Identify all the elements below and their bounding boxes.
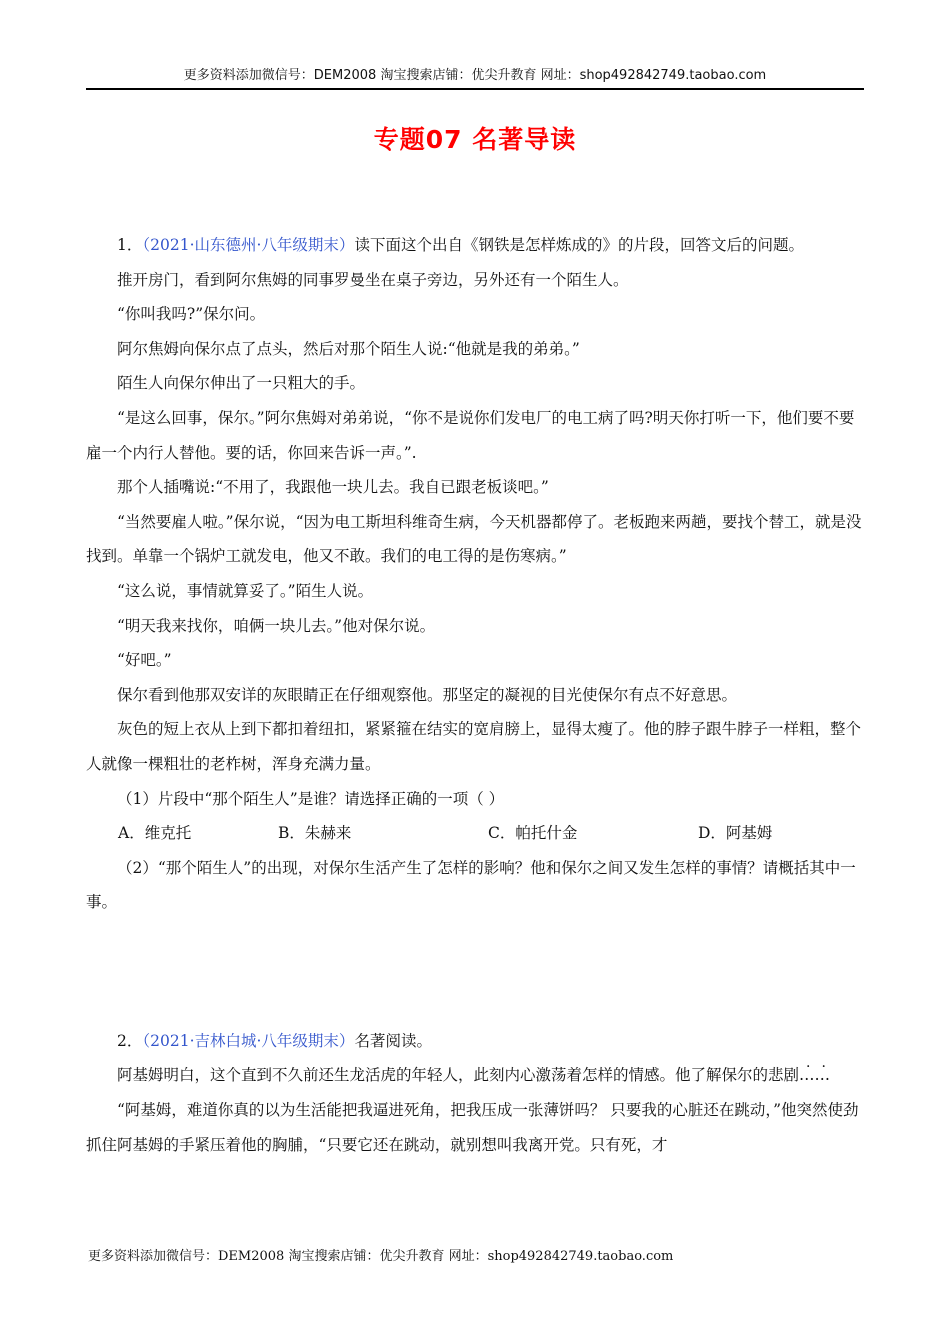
sub-question-1: （1）片段中“那个陌生人”是谁？请选择正确的一项（ ） [117,789,505,808]
passage-paragraph: “你叫我吗?”保尔问。 [117,305,266,324]
passage-paragraph: 保尔看到他那双安详的灰眼睛正在仔细观察他。那坚定的凝视的目光使保尔有点不好意思。 [117,685,738,704]
answer-space [86,920,866,1024]
answer-options [86,816,866,851]
passage-text: …… [799,1066,831,1085]
emphasis-char: 悲 · [768,1066,784,1084]
page-header: 更多资料添加微信号：DEM2008 淘宝搜索店铺：优尖升教育 网址：shop492842749.taobao.com [86,66,864,90]
option-c: C．帕托什金 [488,824,578,843]
sub-question-2: （2）“那个陌生人”的出现，对保尔生活产生了怎样的影响？他和保尔之间又发生怎样的事情？请概括其中一事。 [86,858,856,912]
passage-paragraph: 陌生人向保尔伸出了一只粗大的手。 [117,374,366,393]
passage-paragraph: 灰色的短上衣从上到下都扣着纽扣，紧紧箍在结实的宽肩膀上，显得太瘦了。他的脖子跟牛脖子一样粗，整个人就像一棵粗壮的老柞树，浑身充满力量。 [86,720,862,773]
question-2-stem [86,1024,866,1059]
passage-paragraph: “好吧。” [117,651,172,670]
question-intro: 名著阅读。 [354,1031,432,1050]
passage-paragraph: “明天我来找你，咱俩一块儿去。”他对保尔说。 [117,616,436,635]
passage-paragraph: “阿基姆，难道你真的以为生活能把我逼进死角，把我压成一张薄饼吗？ 只要我的心脏还在跳动，”他突然使劲抓住阿基姆的手紧压着他的胸脯，“只要它还在跳动，就别想叫我离开党。只有死，才 [86,1101,859,1154]
page-footer: 更多资料添加微信号：DEM2008 淘宝搜索店铺：优尖升教育 网址：shop492842749.taobao.com [88,1249,674,1264]
question-number: 1． [117,236,143,254]
page-title: 专题07 名著导读 [373,125,577,154]
passage-paragraph: 阿尔焦姆向保尔点了点头，然后对那个陌生人说:“他就是我的弟弟。” [117,339,580,358]
question-intro: 读下面这个出自《钢铁是怎样炼成的》的片段，回答文后的问题。 [354,236,804,254]
question-source: （2021·吉林白城·八年级期末） [142,1031,355,1050]
passage-paragraph: 推开房门，看到阿尔焦姆的同事罗曼坐在桌子旁边，另外还有一个陌生人。 [117,270,629,289]
question-number: 2． [117,1031,143,1050]
passage-text: 阿基姆明白，这个直到不久前还生龙活虎的年轻人，此刻内心激荡着怎样的情感。他了解保尔的 [117,1066,769,1085]
passage-paragraph: “这么说，事情就算妥了。”陌生人说。 [117,581,374,600]
question-1-stem [86,228,866,263]
passage-paragraph: “当然要雇人啦。”保尔说，“因为电工斯坦科维奇生病，今天机器都停了。老板跑来两趟，要找个替工，就是没找到。单靠一个锅炉工就发电，他又不敢。我们的电工得的是伤寒病。” [86,512,862,566]
passage-paragraph: 那个人插嘴说:“不用了，我跟他一块儿去。我自已跟老板谈吧。” [117,478,549,497]
emphasis-char: 剧 · [784,1066,800,1084]
document-body [86,228,866,1162]
passage-paragraph: “是这么回事，保尔。”阿尔焦姆对弟弟说，“你不是说你们发电厂的电工病了吗?明天你打听一下，他们要不要雇一个内行人替他。要的话，你回来告诉一声。”. [86,408,855,462]
option-b: B．朱赫来 [278,824,352,843]
question-source: （2021·山东德州·八年级期末） [142,236,355,254]
option-d: D．阿基姆 [698,824,773,843]
passage-paragraph [86,1058,866,1093]
option-a: A．维克托 [118,824,192,843]
